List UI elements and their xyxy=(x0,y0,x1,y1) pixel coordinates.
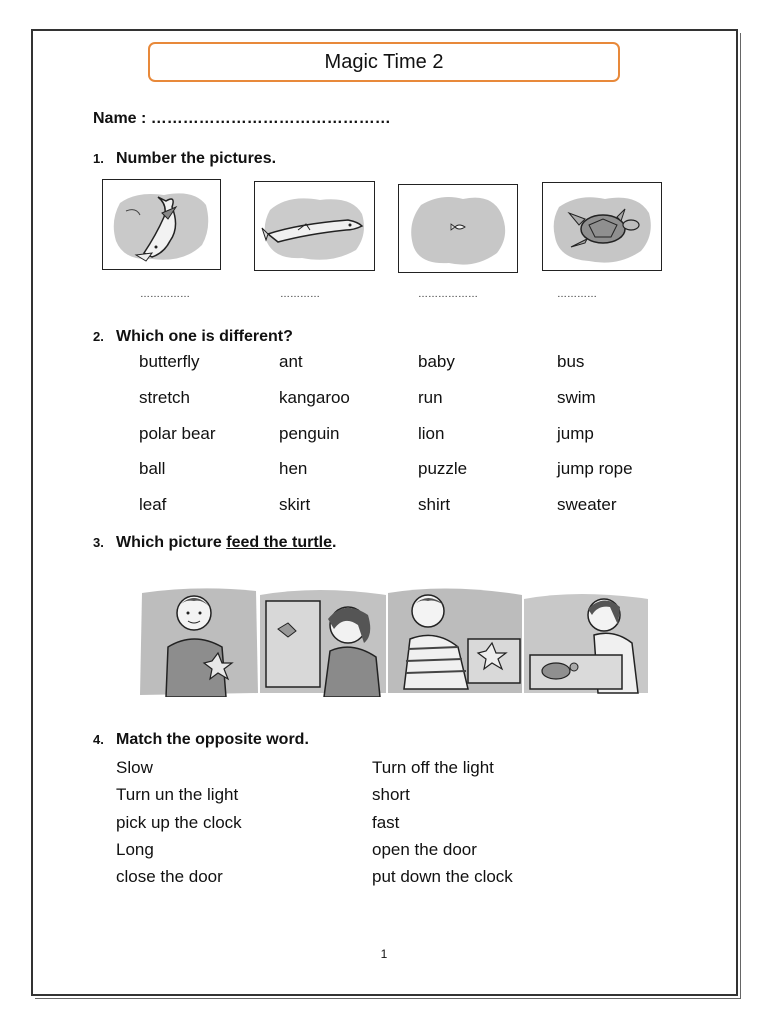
scene-boy-tank xyxy=(388,588,522,693)
worksheet-title-text: Magic Time 2 xyxy=(324,50,444,73)
word: penguin xyxy=(279,423,340,443)
scene-girl-aquarium xyxy=(260,590,386,697)
match-left-item: Slow xyxy=(116,758,153,777)
question-4-number: 4. xyxy=(93,732,104,747)
word: run xyxy=(418,387,443,407)
picture-shark xyxy=(102,179,221,270)
question-2-heading xyxy=(93,328,293,346)
word: polar bear xyxy=(139,423,216,443)
word: swim xyxy=(557,387,596,407)
match-left-column xyxy=(116,754,242,890)
turtle-illustration xyxy=(545,185,659,269)
word: butterfly xyxy=(139,352,200,371)
word: hen xyxy=(279,459,308,479)
match-left-item: Long xyxy=(116,839,154,859)
scene-illustrations xyxy=(138,585,650,697)
word: baby xyxy=(418,352,455,371)
word-row xyxy=(139,352,699,388)
turtle-scene-strip xyxy=(138,585,650,697)
word-row xyxy=(139,459,699,495)
word: stretch xyxy=(139,387,191,407)
word: skirt xyxy=(279,495,311,515)
name-line: Name : ……………………………………… xyxy=(93,110,391,127)
answer-blank-1[interactable]: …………… xyxy=(140,289,190,300)
match-right-item: Turn off the light xyxy=(372,758,494,777)
word: ball xyxy=(139,459,166,479)
fish-illustration xyxy=(258,184,372,268)
word: jump rope xyxy=(557,459,633,479)
word: kangaroo xyxy=(279,387,350,407)
question-1-number: 1. xyxy=(93,151,104,166)
match-right-item: put down the clock xyxy=(372,867,513,887)
picture-small-fish xyxy=(398,184,518,273)
question-3-text-underlined: feed the turtle xyxy=(226,534,333,551)
scene-feeding-turtle xyxy=(524,594,648,693)
answer-blank-2[interactable]: ………… xyxy=(280,289,320,300)
word: leaf xyxy=(139,495,167,515)
word-row xyxy=(139,495,699,531)
word: sweater xyxy=(557,495,617,515)
word: jump xyxy=(557,423,594,443)
worksheet-title xyxy=(148,42,620,82)
question-3-text-after: . xyxy=(332,534,337,551)
word-grid xyxy=(139,352,699,531)
question-3-text-before: Which picture xyxy=(116,534,227,551)
question-2-text: Which one is different? xyxy=(116,328,293,345)
word: lion xyxy=(418,423,445,443)
match-right-column xyxy=(372,754,513,890)
small-fish-illustration xyxy=(401,187,515,271)
picture-fish xyxy=(254,181,375,271)
question-3-number: 3. xyxy=(93,535,104,550)
question-1-text: Number the pictures. xyxy=(116,150,277,167)
picture-turtle xyxy=(542,182,662,271)
word: puzzle xyxy=(418,459,468,479)
word: ant xyxy=(279,352,303,371)
page-number: 1 xyxy=(380,947,388,961)
match-right-item: open the door xyxy=(372,839,477,859)
shark-illustration xyxy=(106,183,218,267)
word: shirt xyxy=(418,495,451,515)
word-row xyxy=(139,388,699,424)
word: bus xyxy=(557,352,585,371)
question-1-heading xyxy=(93,150,276,168)
scene-boy-starfish xyxy=(140,588,258,697)
question-2-number: 2. xyxy=(93,329,104,344)
match-left-item: pick up the clock xyxy=(116,812,242,832)
match-right-item: fast xyxy=(372,812,400,832)
answer-blank-3[interactable]: ……………… xyxy=(418,289,478,300)
question-3-heading xyxy=(93,534,336,552)
word-row xyxy=(139,424,699,460)
match-right-item: short xyxy=(372,785,410,805)
match-left-item: Turn un the light xyxy=(116,785,239,805)
match-left-item: close the door xyxy=(116,867,223,887)
question-4-heading xyxy=(93,731,309,749)
answer-blank-4[interactable]: ………… xyxy=(557,289,597,300)
question-4-text: Match the opposite word. xyxy=(116,731,309,748)
